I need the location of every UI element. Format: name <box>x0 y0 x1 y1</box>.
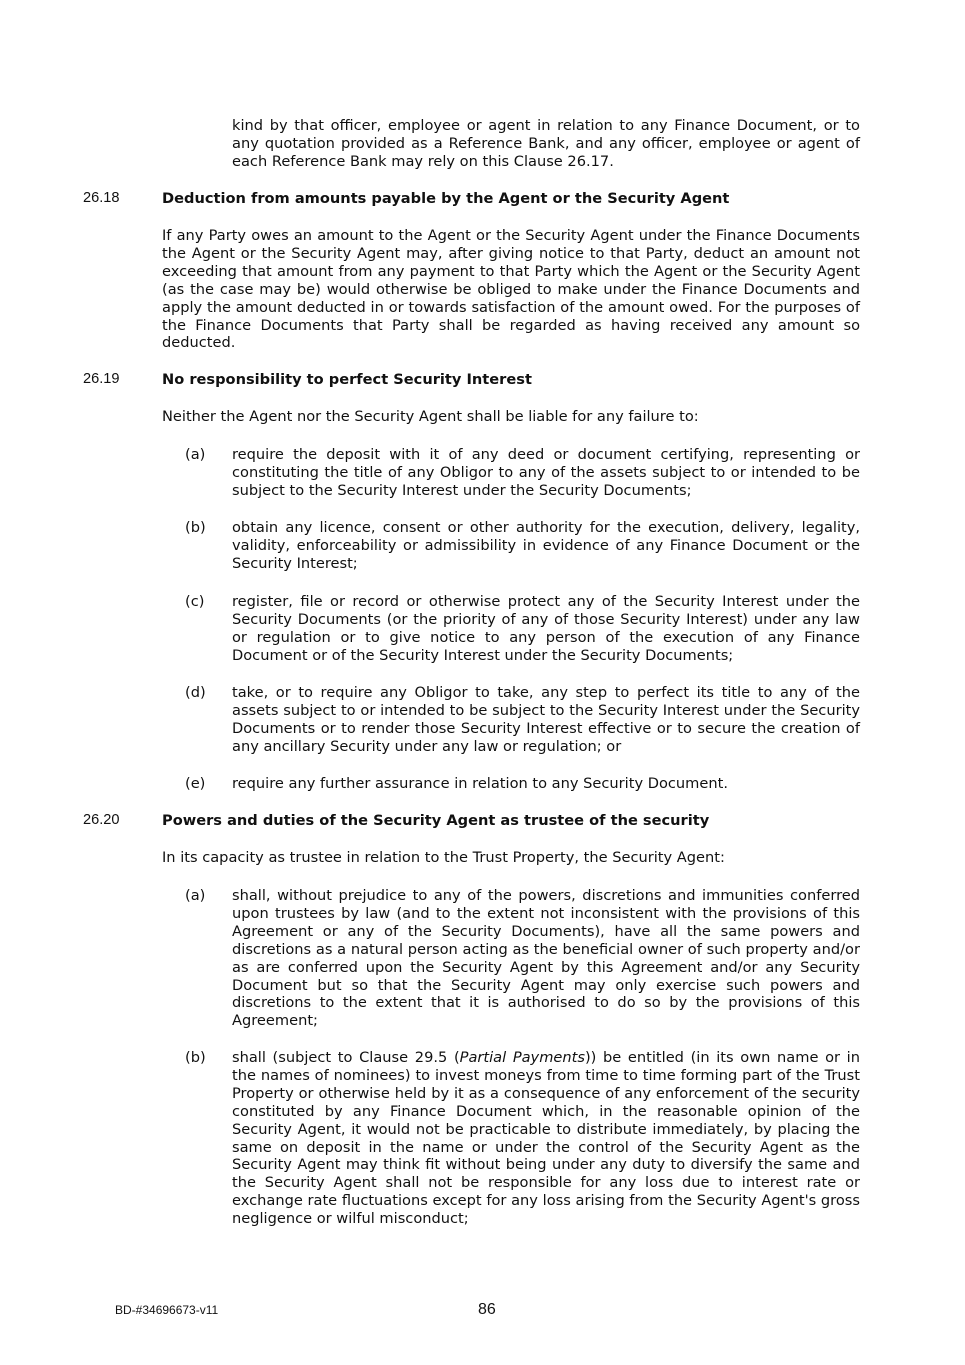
list-item-text: shall, without prejudice to any of the powers, discretions and immunities conferred upon trustees by law (and to the extent not inconsistent with the provisions of this Agreement or any of the Security Documents), have all the same powers and discretions as a natural person acting as the beneficial owner of such property and/or as are conferred upon the Security Agent by this Agreement and/or any Security Document but so that the Security Agent may only exercise such powers and discretions to the extent that it is authorised to do so by the provisions of this Agreement; <box>232 887 860 1030</box>
list-item-label: (b) <box>185 519 206 536</box>
clause-number-26-18: 26.18 <box>83 190 120 206</box>
list-item-label: (c) <box>185 593 205 610</box>
item-b-text-after: )) be entitled (in its own name or in the names of nominees) to invest moneys from time to time forming part of the Trust Property or otherwise held by it as a consequence of any enforcement of the security constituted by any Finance Document which, in the reasonable opinion of the Security Agent, it would not be practicable to distribute immediately, by placing the same on deposit in the name or under the control of the Security Agent as the Security Agent may think fit without being under any duty to diversify the same and the Security Agent shall not be responsible for any loss due to interest rate or exchange rate fluctuations except for any loss arising from the Security Agent's gross negligence or wilful misconduct; <box>232 1049 860 1228</box>
clause-intro-26-19: Neither the Agent nor the Security Agent shall be liable for any failure to: <box>162 408 699 425</box>
list-item-label: (e) <box>185 775 206 792</box>
list-item-text: register, file or record or otherwise protect any of the Security Interest under the Security Documents (or the priority of any of those Security Interest) under any law or regulation or to give notice to any person of the execution of any Finance Document or of the Security Interest under the Security Documents; <box>232 593 860 664</box>
list-item-text <box>232 1049 860 1228</box>
list-item-text: require any further assurance in relation to any Security Document. <box>232 775 728 792</box>
list-item-text: take, or to require any Obligor to take, any step to perfect its title to any of the assets subject to or intended to be subject to the Security Interest under the Security Documents or to render those Security Interest effective or to secure the creation of any ancillary Security under any law or regulation; or <box>232 684 860 755</box>
clause-title-26-19: No responsibility to perfect Security Interest <box>162 371 532 388</box>
list-item-label: (a) <box>185 887 206 904</box>
page-number: 86 <box>478 1301 496 1318</box>
clause-number-26-19: 26.19 <box>83 371 120 387</box>
clause-title-26-18: Deduction from amounts payable by the Agent or the Security Agent <box>162 190 730 207</box>
clause-title-26-20: Powers and duties of the Security Agent as trustee of the security <box>162 812 710 829</box>
list-item-label: (b) <box>185 1049 206 1066</box>
list-item-label: (a) <box>185 446 206 463</box>
continuation-paragraph: kind by that officer, employee or agent in relation to any Finance Document, or to any quotation provided as a Reference Bank, and any officer, employee or agent of each Reference Bank may rely on this Clause 26.17. <box>232 117 860 170</box>
document-reference: BD-#34696673-v11 <box>115 1303 219 1317</box>
item-b-italic-reference: Partial Payments <box>459 1049 585 1066</box>
list-item-label: (d) <box>185 684 206 701</box>
item-b-text-before: shall (subject to Clause 29.5 ( <box>232 1049 460 1066</box>
clause-body-26-18: If any Party owes an amount to the Agent or the Security Agent under the Finance Documents the Agent or the Security Agent may, after giving notice to that Party, deduct an amount not exceeding that amount from any payment to that Party which the Agent or the Security Agent (as the case may be) would otherwise be obliged to make under the Finance Documents and apply the amount deducted in or towards satisfaction of the amount owed. For the purposes of the Finance Documents that Party shall be regarded as having received any amount so deducted. <box>162 227 860 352</box>
clause-intro-26-20: In its capacity as trustee in relation to the Trust Property, the Security Agent: <box>162 849 725 866</box>
clause-number-26-20: 26.20 <box>83 812 120 828</box>
list-item-text: obtain any licence, consent or other authority for the execution, delivery, legality, validity, enforceability or admissibility in evidence of any Finance Document or the Security Interest; <box>232 519 860 572</box>
list-item-text: require the deposit with it of any deed or document certifying, representing or constituting the title of any Obligor to any of the assets subject to or intended to be subject to the Security Interest under the Security Documents; <box>232 446 860 499</box>
